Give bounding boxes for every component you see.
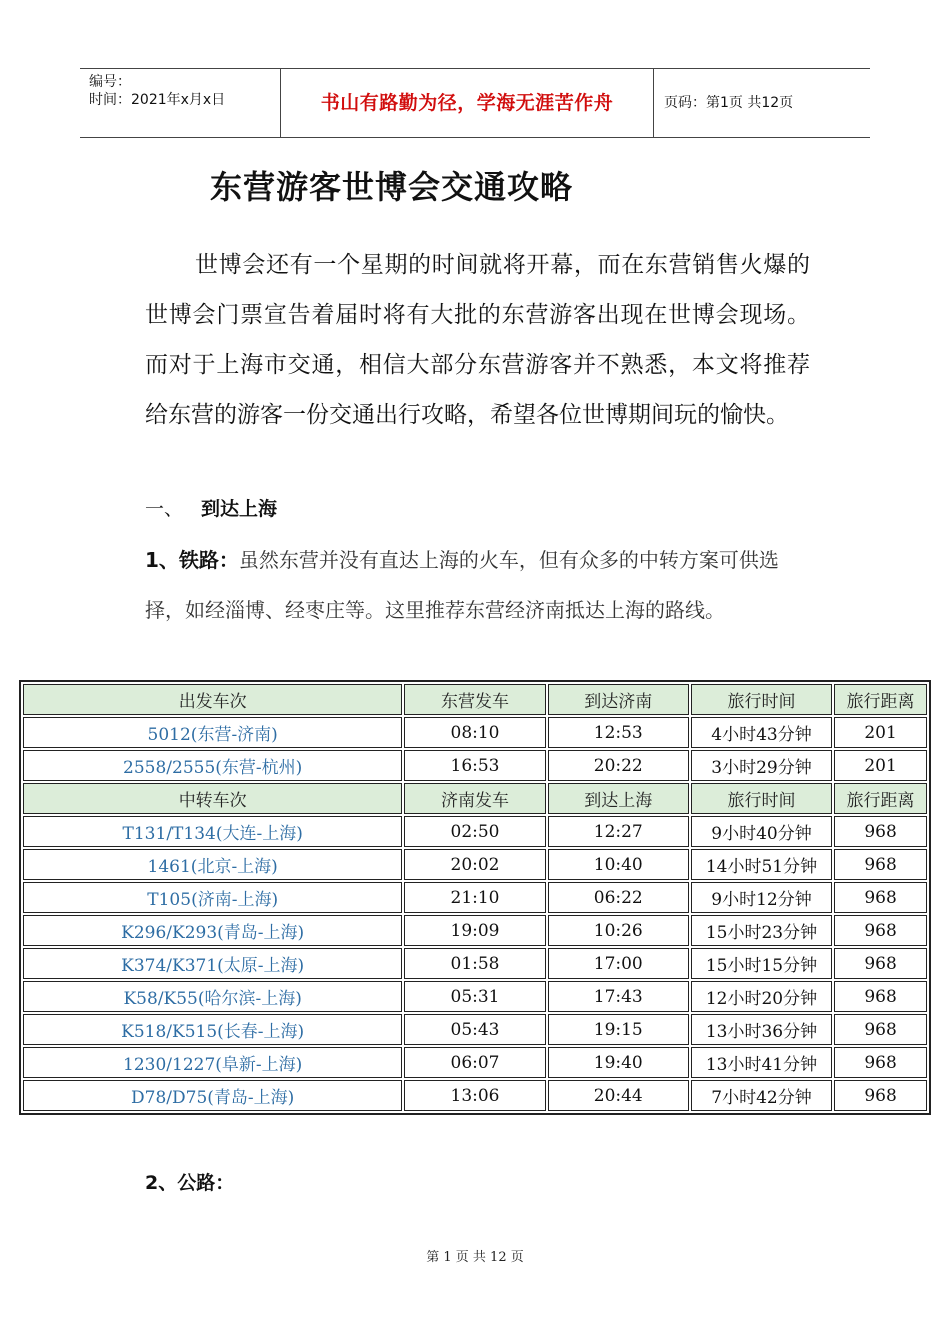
header-page-cell — [654, 69, 870, 137]
table-cell: 968 — [834, 1047, 927, 1078]
intro-paragraph: 世博会还有一个星期的时间就将开幕，而在东营销售火爆的世博会门票宣告着届时将有大批的东营游客出现在世博会现场。而对于上海市交通，相信大部分东营游客并不熟悉，本文将推荐给东营的游客一份交通出行攻略，希望各位世博期间玩的愉快。 — [145, 252, 810, 428]
table-cell: 201 — [834, 750, 927, 781]
table-header-cell: 到达济南 — [548, 684, 689, 715]
table-cell: 21:10 — [404, 882, 545, 913]
table-header-cell: 旅行时间 — [691, 783, 832, 814]
table-header-cell: 旅行时间 — [691, 684, 832, 715]
table-cell: 4小时43分钟 — [691, 717, 832, 748]
table-header-cell: 旅行距离 — [834, 684, 927, 715]
railway-paragraph — [145, 535, 805, 635]
document-title: 东营游客世博会交通攻略 — [210, 168, 574, 206]
table-cell: 9小时40分钟 — [691, 816, 832, 847]
table-cell: 12小时20分钟 — [691, 981, 832, 1012]
table-header-cell: 到达上海 — [548, 783, 689, 814]
table-header-row — [23, 783, 927, 814]
table-cell: 3小时29分钟 — [691, 750, 832, 781]
table-cell: 15小时23分钟 — [691, 915, 832, 946]
table-cell: 17:43 — [548, 981, 689, 1012]
table-cell: 10:26 — [548, 915, 689, 946]
table-row — [23, 981, 927, 1012]
table-cell: 17:00 — [548, 948, 689, 979]
table-cell: 08:10 — [404, 717, 545, 748]
doc-number-label: 编号： — [89, 74, 131, 90]
train-number-cell: T131/T134(大连-上海) — [23, 816, 402, 847]
page-header — [80, 68, 870, 138]
train-number-cell: K296/K293(青岛-上海) — [23, 915, 402, 946]
table-cell: 20:02 — [404, 849, 545, 880]
section-number: 一、 — [145, 498, 184, 520]
table-cell: 06:07 — [404, 1047, 545, 1078]
table-cell: 19:09 — [404, 915, 545, 946]
table-cell: 9小时12分钟 — [691, 882, 832, 913]
railway-text: 虽然东营并没有直达上海的火车，但有众多的中转方案可供选择，如经淄博、经枣庄等。这里推荐东营经济南抵达上海的路线。 — [145, 548, 779, 622]
table-cell: 15小时15分钟 — [691, 948, 832, 979]
table-cell: 968 — [834, 882, 927, 913]
table-cell: 01:58 — [404, 948, 545, 979]
table-row — [23, 882, 927, 913]
table-cell: 968 — [834, 1014, 927, 1045]
table-cell: 05:31 — [404, 981, 545, 1012]
train-number-cell: 5012(东营-济南) — [23, 717, 402, 748]
table-row — [23, 1080, 927, 1111]
table-header-cell: 出发车次 — [23, 684, 402, 715]
train-number-cell: 1461(北京-上海) — [23, 849, 402, 880]
table-cell: 20:44 — [548, 1080, 689, 1111]
table-header-cell: 东营发车 — [404, 684, 545, 715]
table-cell: 12:27 — [548, 816, 689, 847]
table-cell: 02:50 — [404, 816, 545, 847]
table-cell: 7小时42分钟 — [691, 1080, 832, 1111]
railway-lead: 1、铁路： — [145, 548, 239, 572]
table-cell: 968 — [834, 915, 927, 946]
section-title: 到达上海 — [201, 498, 278, 520]
table-header-cell: 旅行距离 — [834, 783, 927, 814]
train-number-cell: 2558/2555(东营-杭州) — [23, 750, 402, 781]
table-cell: 06:22 — [548, 882, 689, 913]
table-row — [23, 1047, 927, 1078]
header-motto-cell — [281, 69, 654, 137]
table-cell: 13小时41分钟 — [691, 1047, 832, 1078]
table-row — [23, 750, 927, 781]
table-cell: 13:06 — [404, 1080, 545, 1111]
header-page-info: 页码：第1页 共12页 — [664, 95, 794, 111]
train-number-cell: K374/K371(太原-上海) — [23, 948, 402, 979]
table-cell: 968 — [834, 1080, 927, 1111]
train-number-cell: K518/K515(长春-上海) — [23, 1014, 402, 1045]
header-meta — [80, 69, 281, 137]
train-number-cell: T105(济南-上海) — [23, 882, 402, 913]
section-heading-arrive-shanghai — [145, 494, 277, 521]
train-number-cell: K58/K55(哈尔滨-上海) — [23, 981, 402, 1012]
table-cell: 201 — [834, 717, 927, 748]
table-cell: 16:53 — [404, 750, 545, 781]
table-row — [23, 717, 927, 748]
table-cell: 968 — [834, 948, 927, 979]
table-cell: 968 — [834, 849, 927, 880]
page-footer: 第 1 页 共 12 页 — [426, 1250, 524, 1265]
table-header-cell: 中转车次 — [23, 783, 402, 814]
table-cell: 10:40 — [548, 849, 689, 880]
table-cell: 19:40 — [548, 1047, 689, 1078]
doc-time-label: 时间：2021年x月x日 — [89, 92, 226, 108]
table-cell: 20:22 — [548, 750, 689, 781]
train-number-cell: 1230/1227(阜新-上海) — [23, 1047, 402, 1078]
table-cell: 12:53 — [548, 717, 689, 748]
table-header-row — [23, 684, 927, 715]
table-header-cell: 济南发车 — [404, 783, 545, 814]
train-number-cell: D78/D75(青岛-上海) — [23, 1080, 402, 1111]
table-row — [23, 1014, 927, 1045]
table-cell: 05:43 — [404, 1014, 545, 1045]
header-motto: 书山有路勤为径，学海无涯苦作舟 — [320, 92, 614, 114]
road-heading: 2、公路： — [145, 1172, 235, 1194]
table-row — [23, 948, 927, 979]
table-cell: 968 — [834, 816, 927, 847]
table-row — [23, 849, 927, 880]
table-cell: 19:15 — [548, 1014, 689, 1045]
table-row — [23, 816, 927, 847]
train-schedule-table — [19, 680, 931, 1115]
table-cell: 14小时51分钟 — [691, 849, 832, 880]
table-cell: 13小时36分钟 — [691, 1014, 832, 1045]
table-cell: 968 — [834, 981, 927, 1012]
table-row — [23, 915, 927, 946]
